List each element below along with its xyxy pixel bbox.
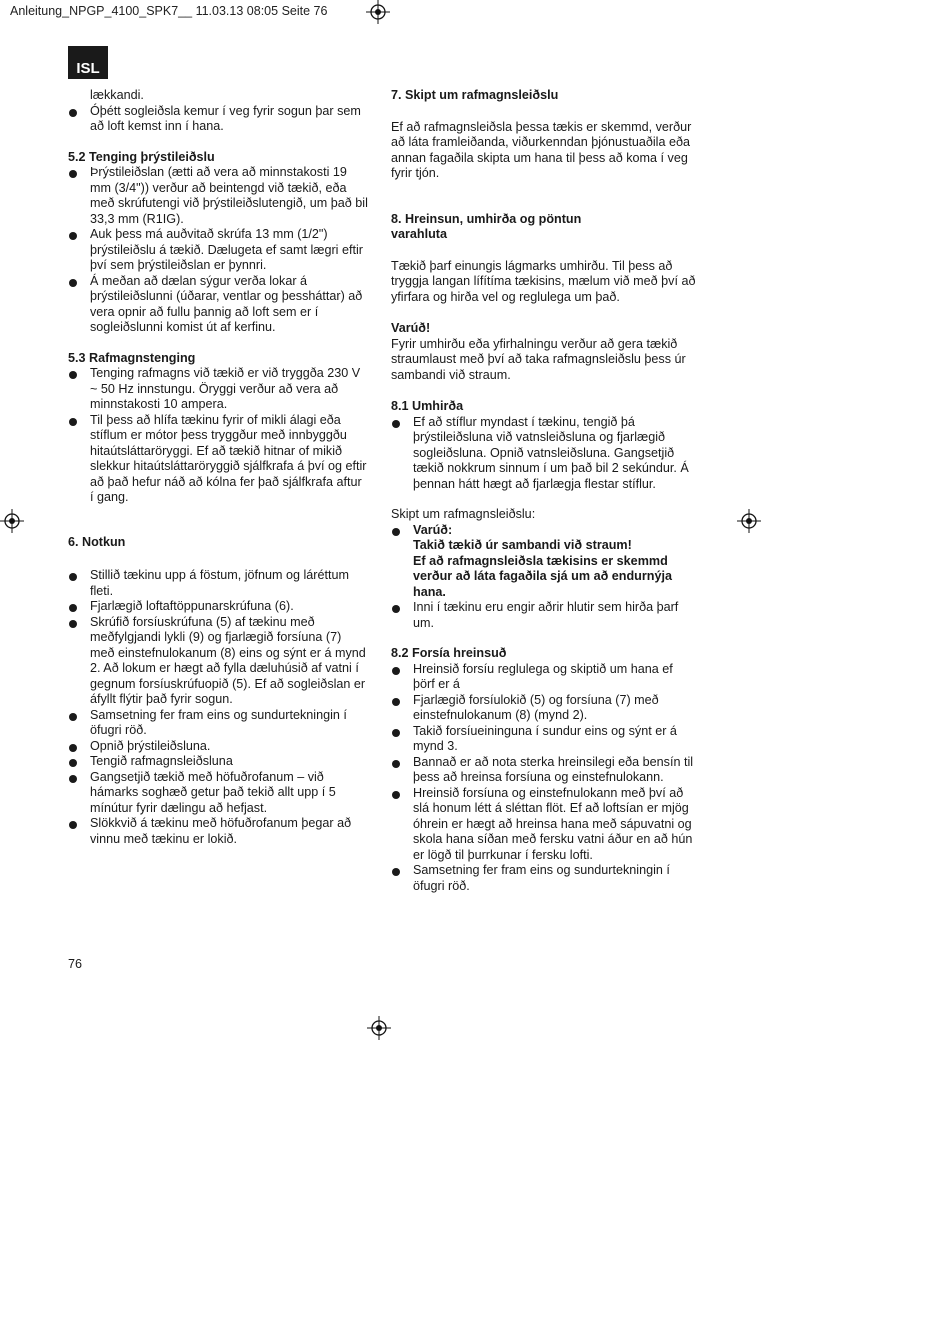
list-item: Til þess að hlífa tækinu fyrir of mikli álagi eða stíflum er mótor þess tryggður með innbyggðu hitaútsláttaröryggi. Ef að tækið hitnar of mikið slekkur hitaútsláttaröryggið sjálfkrafa á því og eftir að það hefur náð að kólna fer það sjálfkrafa aftur í gang. [68,413,368,506]
list-item: Fjarlægið forsíulokið (5) og forsíuna (7) með einstefnulokanum (8) (mynd 2). [391,693,696,724]
list-item: Óþétt sogleiðsla kemur í veg fyrir sogun þar sem að loft kemst inn í hana. [68,104,368,135]
list-item: Ef að stíflur myndast í tækinu, tengið þá þrýstileiðsluna við vatnsleiðsluna og fjarlægið sogleiðsluna. Opnið vatnsleiðsluna. Gangsetjið tækið nokkrum sinnum í um það bil 2 sekúndur. Á þennan hátt hægt að fjarlægja flestar stíflur. [391,415,696,493]
list-item: Samsetning fer fram eins og sundurtekningin í öfugri röð. [391,863,696,894]
warning-label: Varúð! [391,321,431,335]
slug-filename: Anleitung_NPGP_4100_SPK7__ [10,4,193,18]
list-item: Gangsetjið tækið með höfuðrofanum – við hámarks soghæð getur það tekið allt upp í 5 mínútur fyrir dælingu að hefjast. [68,770,368,817]
section-5-3-bullets [68,366,368,506]
section-heading-8 [391,212,696,243]
section-heading-5-3: 5.3 Rafmagnstenging [68,350,196,365]
continued-text: lækkandi. [90,88,144,102]
section-heading-7: 7. Skipt um rafmagnsleiðslu [391,88,559,102]
section-heading-8-line2: varahluta [391,227,447,241]
page-number: 76 [68,957,83,971]
list-item: Þrýstileiðslan (ætti að vera að minnstakosti 19 mm (3/4")) verður að beintengd við tækið, eða með skrúfutengi við þrýstileiðslutengið, um það bil 33,3 mm (R1IG). [68,165,368,227]
warning-bullet-line2: Ef að rafmagnsleiðsla tækisins er skemmd verður að láta fagaðila sjá um að endurnýja hana. [413,553,672,599]
right-column [391,88,696,894]
intro-bullets [68,104,368,135]
list-item: Tengið rafmagnsleiðsluna [68,754,368,770]
section-8-1-bullets [391,415,696,493]
list-item: Slökkvið á tækinu með höfuðrofanum þegar að vinnu með tækinu er lokið. [68,816,368,847]
left-column [68,88,368,847]
list-item: Tenging rafmagns við tækið er við tryggða 230 V ~ 50 Hz innstungu. Öryggi verður að vera að minnstakosti 10 ampera. [68,366,368,413]
list-item: Stillið tækinu upp á föstum, jöfnum og láréttum fleti. [68,568,368,599]
list-item-warning [391,523,696,601]
section-heading-6: 6. Notkun [68,534,126,549]
list-item: Opnið þrýstileiðsluna. [68,739,368,755]
section-heading-8-2: 8.2 Forsía hreinsuð [391,646,507,660]
registration-mark-left-icon [0,509,24,533]
section-heading-8-line1: 8. Hreinsun, umhirða og pöntun [391,211,582,226]
cable-swap-bullets [391,523,696,632]
section-heading-8-1: 8.1 Umhirða [391,399,464,413]
section-5-2-bullets [68,165,368,336]
section-6-bullets [68,568,368,847]
section-8-2-bullets [391,662,696,895]
section-heading-5-2: 5.2 Tenging þrýstileiðslu [68,149,215,164]
warning-text: Fyrir umhirðu eða yfirhalningu verður að gera tækið straumlaust með því að taka rafmagnsleiðslu þess úr sambandi við straum. [391,336,686,382]
registration-mark-right-icon [737,509,761,533]
list-item: Skrúfið forsíuskrúfuna (5) af tækinu með meðfylgjandi lykli (9) og fjarlægið forsíuna (7) með einstefnulokanum (8) eins og sýnt er á mynd 2. Að lokum er hægt að fylla dæluhúsið af vatni í gegnum forsíuskrúfuopið (5). Ef að sogleiðslan er áfyllt flýtir það fyrir sogun. [68,615,368,708]
list-item: Inni í tækinu eru engir aðrir hlutir sem hirða þarf um. [391,600,696,631]
warning-bullet-line1: Takið tækið úr sambandi við straum! [413,538,632,552]
registration-mark-top-icon [366,0,390,24]
list-item: Bannað er að nota sterka hreinsilegi eða bensín til þess að hreinsa forsíuna og einstefnulokann. [391,755,696,786]
list-item: Fjarlægið loftaftöppunarskrúfuna (6). [68,599,368,615]
section-8-text: Tækið þarf einungis lágmarks umhirðu. Til þess að tryggja langan lífítíma tækisins, mælum við með því að yfirfara og hirða vel og reglulega um það. [391,258,696,304]
registration-mark-bottom-icon [367,1016,391,1040]
list-item: Auk þess má auðvitað skrúfa 13 mm (1/2") þrýstileiðslu á tækið. Dælugeta ef samt lægri eftir því sem þrýstileiðslan er þynnri. [68,227,368,274]
warning-bullet-label: Varúð: [413,522,453,537]
list-item: Takið forsíueininguna í sundur eins og sýnt er á mynd 3. [391,724,696,755]
slug-date: 11.03.13 [195,4,244,18]
language-badge: ISL [68,46,108,79]
print-slug [10,4,327,18]
section-7-text: Ef að rafmagnsleiðsla þessa tækis er skemmd, verður að láta framleiðanda, viðurkenndan þjónustuaðila eða annan fagaðila skipta um hana til þess að koma í veg fyrir tjón. [391,119,692,180]
list-item: Hreinsið forsíu reglulega og skiptið um hana ef þörf er á [391,662,696,693]
list-item: Hreinsið forsíuna og einstefnulokann með því að slá honum létt á sléttan flöt. Ef að loftsían er mjög óhrein er hægt að hreinsa hana með sápuvatni og skola hana síðan með fersku vatni áður en að hún er lögð til þurrkunar í fersku lofti. [391,786,696,864]
list-item: Á meðan að dælan sýgur verða lokar á þrýstileiðslunni (úðarar, ventlar og þessháttar) að vera opnir að fullu þannig að loft sem er í sogleiðslunni komist út af kerfinu. [68,274,368,336]
slug-page: Seite 76 [281,4,328,18]
list-item: Samsetning fer fram eins og sundurtekningin í öfugri röð. [68,708,368,739]
cable-swap-label: Skipt um rafmagnsleiðslu: [391,507,536,521]
slug-time: 08:05 [246,4,279,18]
